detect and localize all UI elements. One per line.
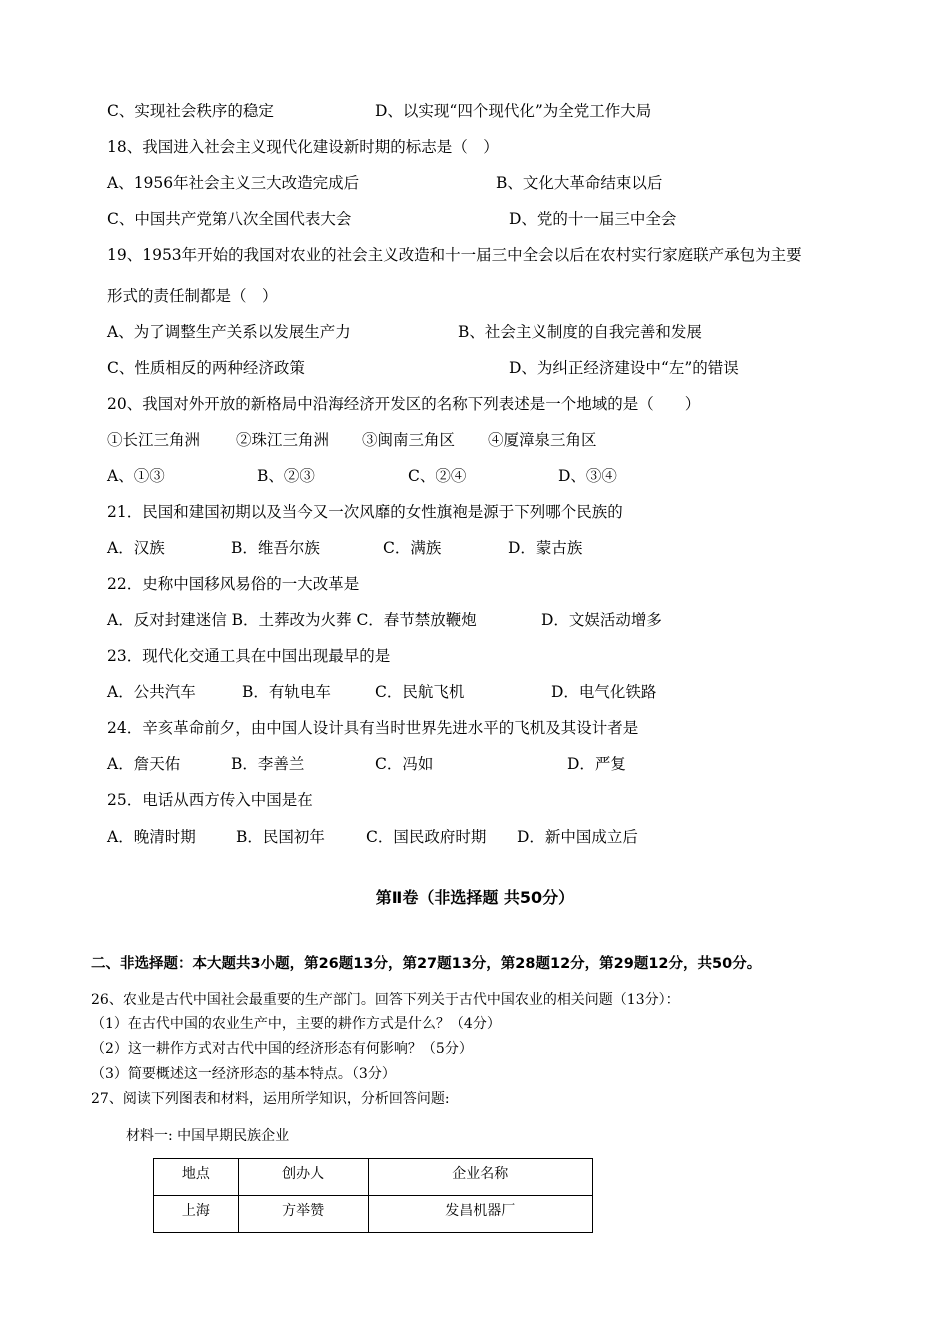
material-1-title: 材料一: 中国早期民族企业 [126, 1128, 290, 1144]
table-cell: 发昌机器厂 [368, 1196, 592, 1233]
section-2-title: 第Ⅱ卷（非选择题 共50分） [375, 888, 575, 907]
table-header-cell: 创办人 [238, 1159, 368, 1196]
q19-option-a: A、为了调整生产关系以发展生产力 [107, 323, 351, 341]
q21-option-c: C．满族 [383, 539, 442, 557]
q17-option-d: D、以实现“四个现代化”为全党工作大局 [375, 102, 652, 120]
q18-option-d: D、党的十一届三中全会 [509, 210, 677, 228]
q24-stem: 24．辛亥革命前夕，由中国人设计具有当时世界先进水平的飞机及其设计者是 [107, 719, 639, 737]
q18-option-a: A、1956年社会主义三大改造完成后 [107, 174, 360, 192]
q26-sub2: （2）这一耕作方式对古代中国的经济形态有何影响？（5分） [91, 1041, 473, 1057]
q19-option-b: B、社会主义制度的自我完善和发展 [458, 323, 702, 341]
q20-option-c: C、②④ [408, 467, 467, 485]
q20-option-d: D、③④ [558, 467, 617, 485]
q21-option-d: D．蒙古族 [508, 539, 583, 557]
q22-option-d: D．文娱活动增多 [541, 611, 662, 629]
q24-option-c: C．冯如 [375, 755, 434, 773]
q23-option-c: C．民航飞机 [375, 683, 465, 701]
q25-option-a: A．晚清时期 [107, 828, 196, 846]
q23-option-d: D．电气化铁路 [551, 683, 657, 701]
q24-option-d: D．严复 [567, 755, 626, 773]
section-2-instruction: 二、非选择题：本大题共3小题，第26题13分，第27题13分，第28题12分，第29题12分，共50分。 [91, 956, 762, 972]
q19-option-c: C、性质相反的两种经济政策 [107, 359, 305, 377]
table-header-row [154, 1159, 593, 1196]
q20-option-a: A、①③ [107, 467, 165, 485]
q19-stem-line1: 19、1953年开始的我国对农业的社会主义改造和十一届三中全会以后在农村实行家庭联产承包为主要 [107, 246, 802, 264]
q24-option-a: A．詹天佑 [107, 755, 181, 773]
q22-options-abc: A．反对封建迷信 B．土葬改为火葬 C．春节禁放鞭炮 [107, 611, 477, 629]
table-header-cell: 地点 [154, 1159, 239, 1196]
q26-stem: 26、农业是古代中国社会最重要的生产部门。回答下列关于古代中国农业的相关问题（13分）： [91, 992, 680, 1008]
q20-stem: 20、我国对外开放的新格局中沿海经济开发区的名称下列表述是一个地域的是（ ） [107, 395, 701, 413]
q22-stem: 22．史称中国移风易俗的一大改革是 [107, 575, 360, 593]
q23-option-b: B．有轨电车 [242, 683, 331, 701]
q21-stem: 21．民国和建国初期以及当今又一次风靡的女性旗袍是源于下列哪个民族的 [107, 503, 623, 521]
q25-option-d: D．新中国成立后 [517, 828, 638, 846]
q20-option-b: B、②③ [257, 467, 315, 485]
q23-stem: 23．现代化交通工具在中国出现最早的是 [107, 647, 391, 665]
q26-sub3: （3）简要概述这一经济形态的基本特点。（3分） [91, 1066, 396, 1082]
q21-option-a: A．汉族 [107, 539, 165, 557]
enterprise-table [153, 1158, 593, 1233]
q23-option-a: A．公共汽车 [107, 683, 196, 701]
q21-option-b: B．维吾尔族 [231, 539, 320, 557]
q20-item-1: ①长江三角洲 [107, 431, 201, 449]
q17-option-c: C、实现社会秩序的稳定 [107, 102, 274, 120]
q27-stem: 27、阅读下列图表和材料，运用所学知识，分析回答问题: [91, 1091, 450, 1107]
table-cell: 上海 [154, 1196, 239, 1233]
q18-stem: 18、我国进入社会主义现代化建设新时期的标志是（ ） [107, 138, 499, 156]
q20-item-4: ④厦漳泉三角区 [488, 431, 597, 449]
q20-item-2: ②珠江三角洲 [236, 431, 330, 449]
table-cell: 方举赞 [238, 1196, 368, 1233]
q25-stem: 25．电话从西方传入中国是在 [107, 791, 313, 809]
q19-option-d: D、为纠正经济建设中“左”的错误 [509, 359, 739, 377]
table-header-cell: 企业名称 [368, 1159, 592, 1196]
q19-stem-line2: 形式的责任制都是（ ） [107, 287, 278, 305]
q18-option-c: C、中国共产党第八次全国代表大会 [107, 210, 352, 228]
q18-option-b: B、文化大革命结束以后 [496, 174, 663, 192]
q25-option-b: B．民国初年 [236, 828, 325, 846]
q24-option-b: B．李善兰 [231, 755, 305, 773]
q25-option-c: C．国民政府时期 [366, 828, 487, 846]
q26-sub1: （1）在古代中国的农业生产中，主要的耕作方式是什么？（4分） [91, 1016, 501, 1032]
table-row [154, 1196, 593, 1233]
q20-item-3: ③闽南三角区 [362, 431, 456, 449]
